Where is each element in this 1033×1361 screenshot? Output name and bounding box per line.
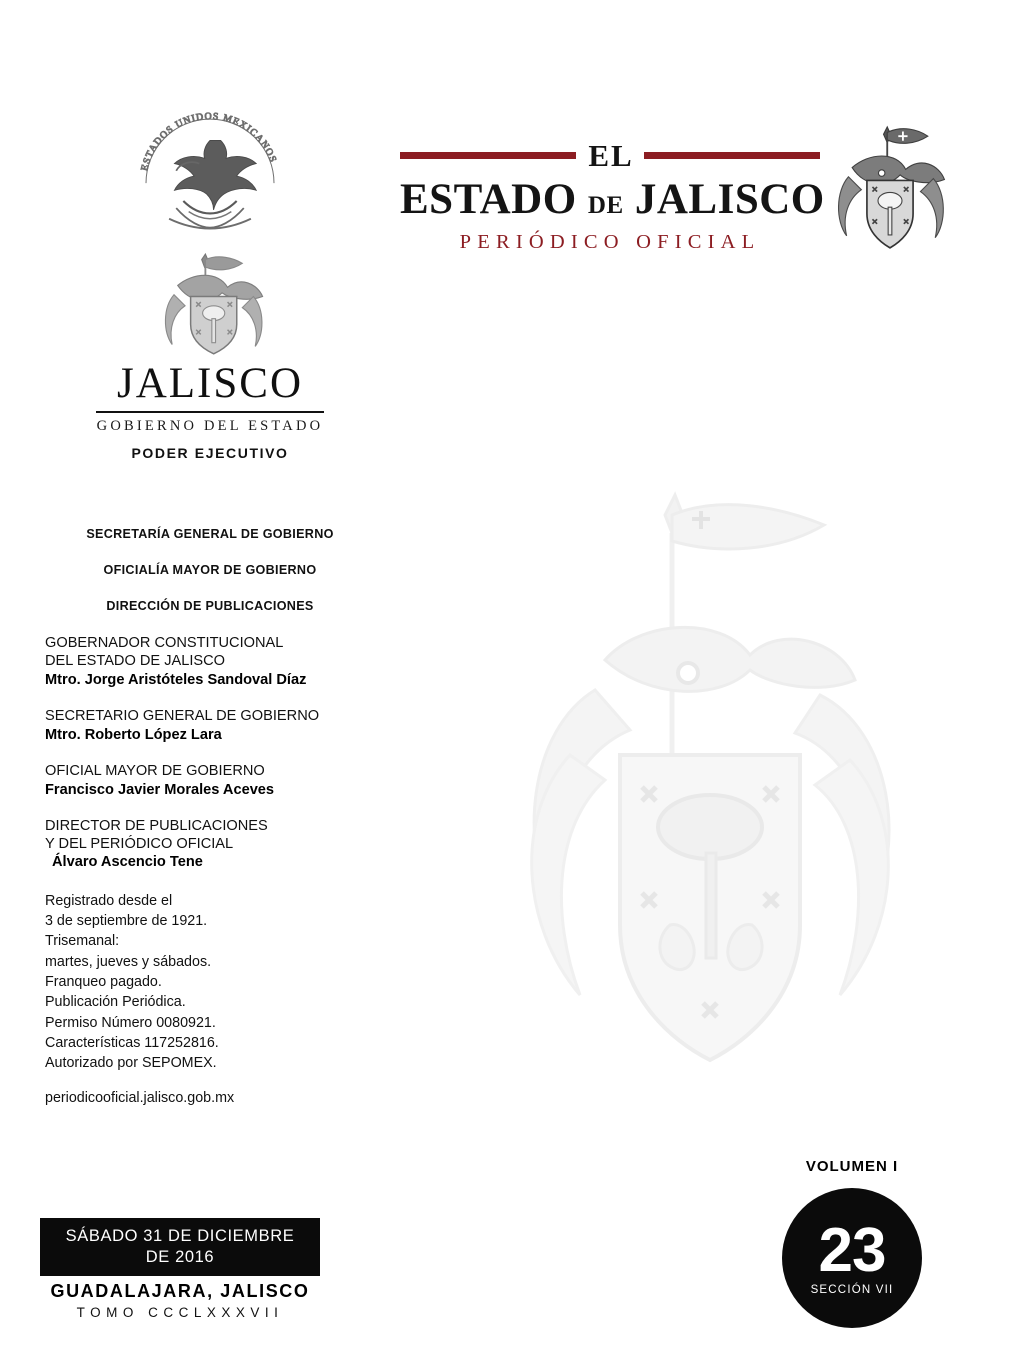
jalisco-coat-of-arms-watermark-icon (420, 455, 980, 1155)
masthead-rule-right (644, 152, 820, 159)
city-label: GUADALAJARA, JALISCO (50, 1281, 310, 1301)
date-line-1: SÁBADO 31 DE DICIEMBRE (65, 1227, 295, 1245)
issue-number-badge (782, 1188, 922, 1328)
official-role-line: SECRETARIO GENERAL DE GOBIERNO (45, 707, 320, 724)
official-entry (45, 763, 375, 799)
date-line-2: DE 2016 (145, 1247, 215, 1266)
masthead-el-row (400, 140, 820, 171)
masthead-title-de: DE (587, 192, 624, 219)
official-role-line: DIRECTOR DE PUBLICACIONES (45, 817, 268, 834)
registry-line: Registrado desde el (45, 892, 173, 909)
official-role-line: DEL ESTADO DE JALISCO (45, 652, 226, 669)
mexican-coat-of-arms-icon (45, 100, 375, 245)
officials-list (45, 635, 375, 872)
official-role-line: Y DEL PERIÓDICO OFICIAL (45, 835, 234, 852)
official-entry (45, 818, 375, 872)
website-link[interactable]: periodicooficial.jalisco.gob.mx (45, 1090, 235, 1107)
tomo-label: TOMO CCCLXXXVII (76, 1305, 284, 1320)
brand-wordmark: JALISCO (116, 360, 304, 407)
brand-divider (96, 411, 324, 413)
masthead-title (400, 176, 825, 223)
masthead-subtitle: PERIÓDICO OFICIAL (459, 231, 761, 254)
svg-text:ESTADOS UNIDOS MEXICANOS: ESTADOS UNIDOS MEXICANOS (139, 111, 279, 172)
issue-number: 23 (818, 1215, 886, 1285)
jalisco-brand-block (45, 251, 375, 461)
registry-line: Autorizado por SEPOMEX. (45, 1055, 217, 1072)
registry-line: Franqueo pagado. (45, 973, 162, 990)
left-column (45, 100, 375, 1106)
official-entry (45, 708, 375, 744)
masthead-el: EL (588, 138, 634, 173)
registry-line: Publicación Periódica. (45, 994, 186, 1011)
official-role-line: GOBERNADOR CONSTITUCIONAL (45, 635, 284, 651)
masthead-title-main: ESTADO (400, 176, 577, 223)
official-name: Francisco Javier Morales Aceves (45, 781, 275, 798)
registry-info (45, 891, 375, 1074)
department-item: SECRETARÍA GENERAL DE GOBIERNO (86, 527, 334, 541)
registry-line: Trisemanal: (45, 933, 120, 950)
official-role-line: OFICIAL MAYOR DE GOBIERNO (45, 762, 265, 779)
registry-line: Características 117252816. (45, 1034, 219, 1051)
official-name: Álvaro Ascencio Tene (52, 854, 203, 871)
department-item: DIRECCIÓN DE PUBLICACIONES (106, 599, 314, 613)
departments-list (45, 527, 375, 613)
brand-subtitle: GOBIERNO DEL ESTADO (96, 418, 324, 434)
jalisco-coat-of-arms-icon (830, 118, 950, 278)
registry-line: 3 de septiembre de 1921. (45, 913, 208, 930)
jalisco-state-seal-icon (150, 251, 270, 360)
official-name: Mtro. Jorge Aristóteles Sandoval Díaz (45, 671, 307, 688)
masthead-title-place: JALISCO (634, 176, 825, 223)
registry-line: Permiso Número 0080921. (45, 1014, 216, 1031)
official-name: Mtro. Roberto López Lara (45, 726, 222, 743)
registry-line: martes, jueves y sábados. (45, 953, 212, 970)
date-banner (40, 1218, 320, 1276)
brand-branch: PODER EJECUTIVO (131, 445, 289, 461)
masthead-rule-left (400, 152, 576, 159)
official-entry (45, 635, 375, 689)
masthead (400, 138, 825, 254)
issue-section: SECCIÓN VII (810, 1284, 894, 1297)
department-item: OFICIALÍA MAYOR DE GOBIERNO (103, 563, 317, 577)
volume-label: VOLUMEN I (805, 1158, 899, 1175)
